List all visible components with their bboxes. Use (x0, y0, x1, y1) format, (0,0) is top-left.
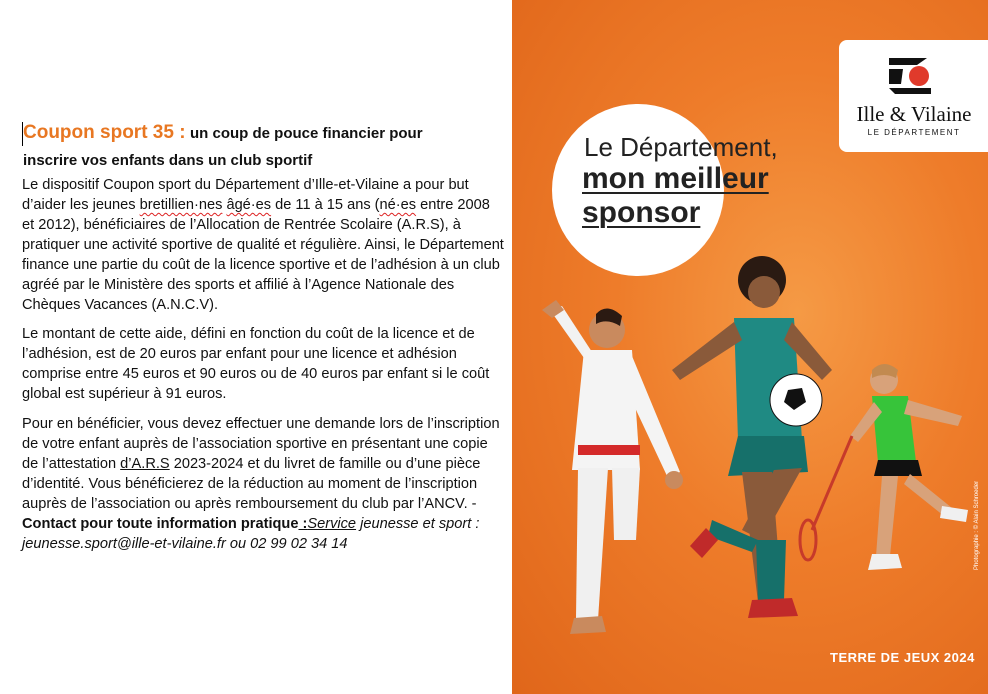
slogan-line-3 (582, 196, 700, 230)
p3-text-a: Pour en bénéficier, vous devez effectuer une demande lors de l’inscription de votre enfant auprès de l’association sportive en présentant une copie de l’attestation (22, 416, 500, 472)
service-label: Service (307, 516, 357, 532)
heading-orange: Coupon sport 35 : (23, 122, 186, 143)
slogan-line-2 (582, 162, 769, 196)
paragraph-1 (22, 175, 504, 315)
p1-spell-1: bretillien·nes (139, 197, 223, 213)
paragraph-3 (22, 414, 504, 554)
contact-colon: : (298, 516, 308, 532)
photo-credit: Photographie : © Alain Schroeder (974, 480, 980, 570)
p3-text-b: 2023-2024 et du livret de famille ou d’une pièce d’identité. Vous bénéficierez de la réduction au moment de l’inscription auprès de l’association ou après remboursement du club par l’ANCV. - (22, 456, 481, 512)
terre-de-jeux-label: TERRE DE JEUX 2024 (830, 650, 975, 665)
ars-link[interactable]: d’A.R.S (120, 456, 170, 472)
slogan-line-2-text: mon meilleur (582, 162, 769, 195)
karate-boy-figure (542, 300, 683, 634)
p1-spell-3: né·es (379, 197, 417, 213)
slogan-line-1: Le Département, (584, 132, 778, 162)
athletes-illustration (512, 240, 988, 660)
logo-name: Ille & Vilaine (856, 102, 972, 126)
heading-black-1: un coup de pouce financier pour (190, 125, 423, 142)
ille-et-vilaine-logo-icon (887, 56, 935, 96)
heading-line-2: inscrire vos enfants dans un club sportif (23, 152, 313, 169)
badminton-girl-figure (800, 364, 968, 570)
p1-spell-2: âgé·es (226, 197, 272, 213)
slogan-line-3-text: sponsor (582, 196, 701, 229)
soccer-girl-figure (672, 256, 832, 618)
logo-subtitle: LE DÉPARTEMENT (867, 128, 961, 137)
heading-line-1 (23, 122, 503, 144)
logo-box (839, 40, 988, 152)
p1-text-d: entre 2008 et 2012), bénéficiaires de l’Allocation de Rentrée Scolaire (A.R.S), à pratiquer une activité sportive de qualité et régulière. Ainsi, le Département finance une partie du coût de la licence sportive et de l’adhésion à un club agréé par le Ministère des sports et affilié à l’Agence Nationale des Chèques Vacances (A.N.C.V). (22, 197, 504, 313)
poster (512, 0, 988, 694)
contact-label: Contact pour toute information pratique (22, 516, 299, 532)
paragraph-2: Le montant de cette aide, défini en fonction du coût de la licence et de l’adhésion, est de 20 euros par enfant pour une licence et adhésion comprise entre 45 euros et 90 euros ou de 40 euros par enfant si le coût global est supérieur à 91 euros. (22, 326, 490, 402)
p1-text-c: de 11 à 15 ans ( (271, 197, 380, 213)
p1-text-a: Le dispositif Coupon sport du Département d’Ille-et-Vilaine a pour but d’aider les jeunes (22, 177, 469, 213)
contact-details: jeunesse et sport : jeunesse.sport@ille-et-vilaine.fr ou 02 99 02 34 14 (22, 516, 480, 552)
